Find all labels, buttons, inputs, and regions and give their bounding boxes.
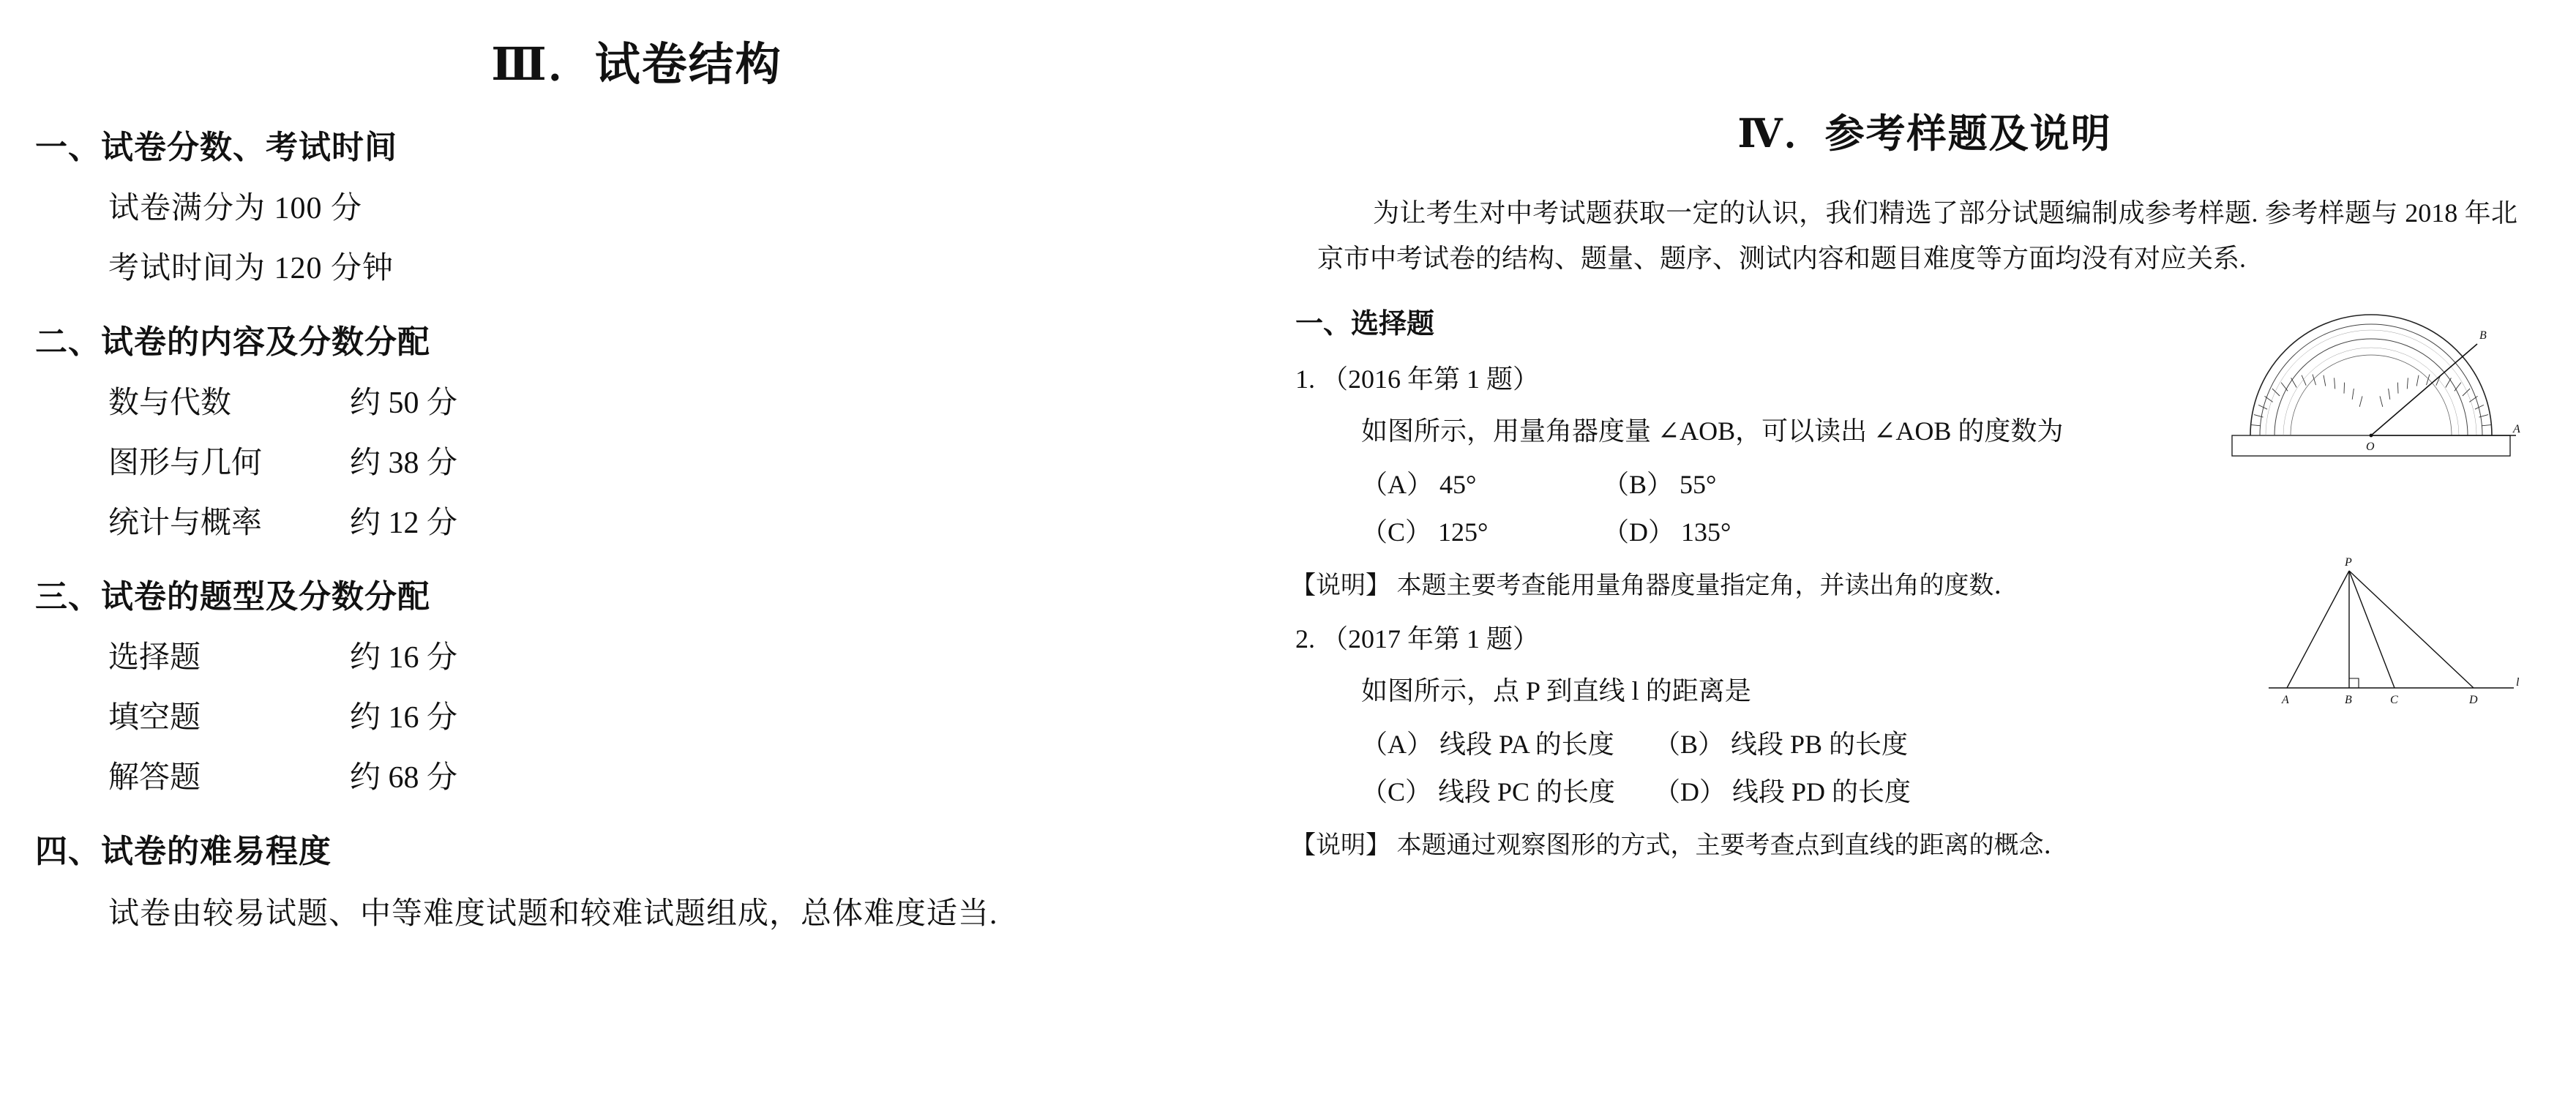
question-2-option-a-tag: （A） <box>1361 730 1433 760</box>
value-solution: 约 68 分 <box>350 761 458 795</box>
heading-difficulty-level: 四、试卷的难易程度 <box>35 833 332 870</box>
heading-question-type-distribution: 三、试卷的题型及分数分配 <box>35 578 430 615</box>
question-2-options-row-1 <box>1361 724 2576 761</box>
question-2-option-c-text: 线段 PC 的长度 <box>1438 777 1616 807</box>
question-1-option-c[interactable] <box>1361 512 1603 549</box>
question-1-option-a-text: 45° <box>1439 470 1477 499</box>
row-type-multiple-choice <box>108 633 1273 677</box>
question-1-option-c-tag: （C） <box>1361 517 1432 547</box>
question-1-option-d-tag: （D） <box>1603 517 1674 547</box>
svg-text:A: A <box>2513 423 2520 435</box>
protractor-figure <box>2217 304 2525 476</box>
question-1-option-d[interactable] <box>1603 512 1844 549</box>
text-difficulty-description: 试卷由较易试题、中等难度试题和较难试题组成，总体难度适当. <box>108 897 998 931</box>
row-content-statistics-probability <box>108 498 1273 542</box>
row-type-fill-in-blank <box>108 693 1273 737</box>
svg-text:C: C <box>2390 694 2398 706</box>
question-1-stem: 如图所示，用量角器度量 ∠AOB，可以读出 ∠AOB 的度数为 <box>1361 416 2064 446</box>
question-2-option-c-tag: （C） <box>1361 777 1432 807</box>
label-shapes-geometry: 图形与几何 <box>108 446 263 480</box>
question-1-option-b-text: 55° <box>1680 470 1717 499</box>
question-2-number: 2. <box>1295 624 1315 654</box>
value-numbers-algebra: 约 50 分 <box>350 386 458 420</box>
label-statistics-probability: 统计与概率 <box>108 506 263 540</box>
question-2-note-label: 【说明】 <box>1291 832 1390 860</box>
right-column <box>1273 0 2576 1097</box>
row-type-solution <box>108 753 1273 797</box>
question-2-option-a[interactable] <box>1361 724 1654 761</box>
value-multiple-choice: 约 16 分 <box>350 641 458 675</box>
svg-text:A: A <box>2282 694 2289 706</box>
heading-exam-score-time: 一、试卷分数、考试时间 <box>35 129 397 166</box>
question-1-option-a-tag: （A） <box>1361 470 1433 499</box>
svg-text:B: B <box>2479 329 2487 342</box>
question-1-source: （2016 年第 1 题） <box>1322 364 1540 394</box>
value-shapes-geometry: 约 38 分 <box>350 446 458 480</box>
question-2-source: （2017 年第 1 题） <box>1322 624 1540 654</box>
section-4-title: Ⅳ．参考样题及说明 <box>1737 110 2112 157</box>
question-1-option-d-text: 135° <box>1681 517 1731 547</box>
question-2-options-row-2 <box>1361 771 2576 809</box>
question-1-option-a[interactable] <box>1361 464 1603 501</box>
section-3-title: Ⅲ．试卷结构 <box>491 37 782 91</box>
text-exam-duration: 考试时间为 120 分钟 <box>108 252 394 285</box>
heading-content-distribution: 二、试卷的内容及分数分配 <box>35 323 430 361</box>
label-solution: 解答题 <box>108 761 201 795</box>
heading-multiple-choice-part: 一、选择题 <box>1295 306 1435 340</box>
row-content-shapes-geometry <box>108 438 1273 482</box>
value-fill-in-blank: 约 16 分 <box>350 701 458 735</box>
question-2-option-a-text: 线段 PA 的长度 <box>1439 730 1614 760</box>
svg-text:O: O <box>2366 441 2375 453</box>
intro-paragraph: 为让考生对中考试题获取一定的认识，我们精选了部分试题编制成参考样题. 参考样题与 2018 年北京市中考试卷的结构、题量、题序、测试内容和题目难度等方面均没有对应关系. <box>1317 198 2517 273</box>
point-to-line-figure <box>2225 553 2532 725</box>
question-2-note <box>1291 825 2576 861</box>
label-fill-in-blank: 填空题 <box>108 701 201 735</box>
svg-text:l: l <box>2516 676 2520 689</box>
question-2-stem: 如图所示，点 P 到直线 l 的距离是 <box>1361 676 1751 705</box>
svg-text:B: B <box>2345 694 2352 706</box>
question-2-option-b[interactable] <box>1654 724 1947 761</box>
question-1-note-text: 本题主要考查能用量角器度量指定角，并读出角的度数． <box>1396 572 2019 599</box>
question-2-option-d[interactable] <box>1654 771 1947 809</box>
question-2-option-d-tag: （D） <box>1654 777 1726 807</box>
question-1-option-b-tag: （B） <box>1603 470 1674 499</box>
row-content-numbers-algebra <box>108 378 1273 422</box>
left-column <box>0 0 1273 1097</box>
label-numbers-algebra: 数与代数 <box>108 386 232 420</box>
svg-text:P: P <box>2345 556 2352 569</box>
question-1-option-c-text: 125° <box>1438 517 1489 547</box>
question-2-option-b-text: 线段 PB 的长度 <box>1731 730 1909 760</box>
text-full-score: 试卷满分为 100 分 <box>108 192 363 225</box>
question-2-option-c[interactable] <box>1361 771 1654 809</box>
question-1-note-label: 【说明】 <box>1291 572 1390 599</box>
question-2-note-text: 本题通过观察图形的方式，主要考查点到直线的距离的概念． <box>1396 832 2069 860</box>
label-multiple-choice: 选择题 <box>108 641 201 675</box>
question-1-number: 1. <box>1295 364 1315 394</box>
question-2-option-d-text: 线段 PD 的长度 <box>1732 777 1912 807</box>
svg-text:D: D <box>2469 694 2478 706</box>
value-statistics-probability: 约 12 分 <box>350 506 458 540</box>
question-1-option-b[interactable] <box>1603 464 1844 501</box>
question-1-options-row-2 <box>1361 512 2576 549</box>
question-2-option-b-tag: （B） <box>1654 730 1725 760</box>
